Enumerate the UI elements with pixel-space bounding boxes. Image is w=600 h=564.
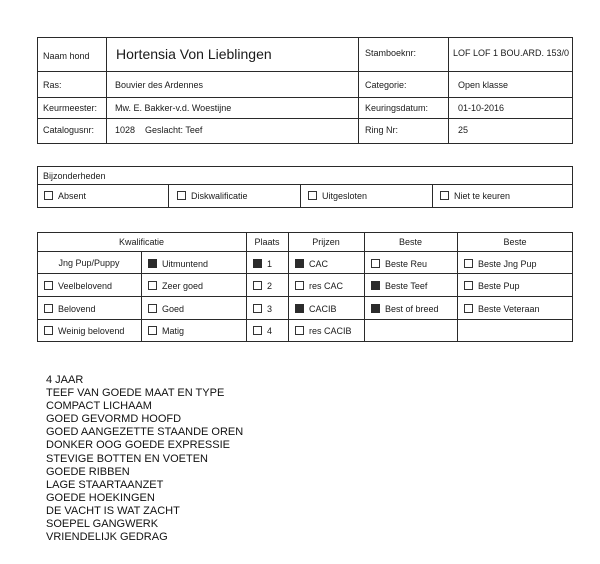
stamboek-value: LOF LOF 1 BOU.ARD. 153/0 (453, 49, 570, 58)
niet-te-keuren-checkbox[interactable]: Niet te keuren (440, 191, 510, 201)
geslacht-text: Geslacht: Teef (145, 125, 203, 135)
divider (168, 184, 169, 208)
ras-label: Ras: (43, 80, 62, 90)
checkbox[interactable] (253, 304, 262, 313)
divider (37, 97, 573, 98)
goed-checkbox[interactable]: Goed (148, 304, 184, 314)
checkbox-checked[interactable] (371, 281, 380, 290)
checkbox[interactable] (440, 191, 449, 200)
checkbox-checked[interactable] (295, 304, 304, 313)
plaats-1-checkbox[interactable]: 1 (253, 259, 272, 269)
res-cacib-checkbox[interactable]: res CACIB (295, 326, 352, 336)
checkbox[interactable] (148, 304, 157, 313)
ring-label: Ring Nr: (365, 125, 399, 135)
checkbox[interactable] (464, 259, 473, 268)
jng-pup-label: Jng Pup/Puppy (58, 258, 120, 268)
divider (37, 118, 573, 119)
divider (358, 37, 359, 144)
header-kwalificatie: Kwalificatie (118, 237, 165, 247)
keurmeester-value: Mw. E. Bakker-v.d. Woestijne (115, 103, 232, 113)
note-line: GOEDE RIBBEN (46, 465, 130, 478)
note-line: DE VACHT IS WAT ZACHT (46, 504, 180, 517)
absent-checkbox[interactable]: Absent (44, 191, 86, 201)
checkbox[interactable] (464, 281, 473, 290)
beste-teef-checkbox[interactable]: Beste Teef (371, 281, 427, 291)
dog-name-label: Naam hond (43, 51, 90, 61)
note-line: GOED AANGEZETTE STAANDE OREN (46, 426, 244, 439)
bijzonderheden-section (37, 166, 573, 208)
divider (141, 251, 142, 342)
checkbox-checked[interactable] (253, 259, 262, 268)
note-line: TEEF VAN GOEDE MAAT EN TYPE (46, 387, 225, 400)
stamboek-label: Stamboeknr: (365, 48, 417, 58)
divider (37, 319, 573, 320)
note-line: SOEPEL GANGWERK (46, 518, 159, 531)
checkbox[interactable] (253, 281, 262, 290)
divider (288, 232, 289, 342)
plaats-2-checkbox[interactable]: 2 (253, 281, 272, 291)
header-plaats: Plaats (254, 237, 280, 247)
categorie-label: Categorie: (365, 80, 407, 90)
beste-jng-pup-checkbox[interactable]: Beste Jng Pup (464, 259, 537, 269)
plaats-3-checkbox[interactable]: 3 (253, 304, 272, 314)
header-beste: Beste (503, 237, 527, 247)
divider (37, 273, 573, 274)
checkbox[interactable] (44, 304, 53, 313)
divider (37, 71, 573, 72)
checkbox[interactable] (44, 281, 53, 290)
checkbox[interactable] (308, 191, 317, 200)
categorie-value: Open klasse (458, 80, 509, 90)
note-line: GOED GEVORMD HOOFD (46, 413, 182, 426)
ring-value: 25 (458, 125, 469, 135)
checkbox[interactable] (148, 326, 157, 335)
res-cac-checkbox[interactable]: res CAC (295, 281, 343, 291)
belovend-checkbox[interactable]: Belovend (44, 304, 96, 314)
divider (37, 296, 573, 297)
note-line: COMPACT LICHAAM (46, 400, 152, 413)
catalogus-value: 1028 (115, 125, 136, 135)
checkbox-checked[interactable] (148, 259, 157, 268)
checkbox[interactable] (44, 326, 53, 335)
uitgesloten-checkbox[interactable]: Uitgesloten (308, 191, 367, 201)
uitmuntend-checkbox[interactable]: Uitmuntend (148, 259, 208, 269)
beste-pup-checkbox[interactable]: Beste Pup (464, 281, 520, 291)
checkbox[interactable] (295, 281, 304, 290)
checkbox[interactable] (253, 326, 262, 335)
header-prijzen: Prijzen (312, 237, 340, 247)
divider (37, 251, 573, 252)
divider (37, 184, 573, 185)
divider (432, 184, 433, 208)
checkbox[interactable] (177, 191, 186, 200)
cacib-checkbox[interactable]: CACIB (295, 304, 337, 314)
note-line: DONKER OOG GOEDE EXPRESSIE (46, 439, 230, 452)
divider (300, 184, 301, 208)
judge-notes (46, 374, 243, 544)
bijzonderheden-title: Bijzonderheden (43, 171, 106, 181)
note-line: 4 JAAR (46, 374, 84, 386)
matig-checkbox[interactable]: Matig (148, 326, 184, 336)
catalogus-label: Catalogusnr: (43, 125, 95, 135)
checkbox-checked[interactable] (295, 259, 304, 268)
note-line: VRIENDELIJK GEDRAG (46, 531, 168, 544)
checkbox-checked[interactable] (371, 304, 380, 313)
divider (457, 232, 458, 342)
note-line: LAGE STAARTAANZET (46, 478, 164, 491)
zeer-goed-checkbox[interactable]: Zeer goed (148, 281, 203, 291)
keuringsdatum-value: 01-10-2016 (458, 103, 505, 113)
keurmeester-label: Keurmeester: (43, 103, 98, 113)
divider (448, 37, 449, 144)
checkbox[interactable] (295, 326, 304, 335)
checkbox[interactable] (148, 281, 157, 290)
veelbelovend-checkbox[interactable]: Veelbelovend (44, 281, 112, 291)
note-line: STEVIGE BOTTEN EN VOETEN (46, 452, 208, 465)
divider (246, 232, 247, 342)
checkbox[interactable] (371, 259, 380, 268)
header-beste: Beste (398, 237, 422, 247)
weinig-belovend-checkbox[interactable]: Weinig belovend (44, 326, 124, 336)
ras-value: Bouvier des Ardennes (115, 80, 204, 90)
dog-name: Hortensia Von Lieblingen (116, 46, 272, 62)
divider (106, 37, 107, 144)
keuringsdatum-label: Keuringsdatum: (365, 103, 429, 113)
best-of-breed-checkbox[interactable]: Best of breed (371, 304, 439, 314)
diskwalificatie-checkbox[interactable]: Diskwalificatie (177, 191, 248, 201)
checkbox[interactable] (464, 304, 473, 313)
note-line: GOEDE HOEKINGEN (46, 491, 155, 504)
plaats-4-checkbox[interactable]: 4 (253, 326, 272, 336)
beste-veteraan-checkbox[interactable]: Beste Veteraan (464, 304, 540, 314)
checkbox[interactable] (44, 191, 53, 200)
cac-checkbox[interactable]: CAC (295, 259, 328, 269)
divider (364, 232, 365, 342)
beste-reu-checkbox[interactable]: Beste Reu (371, 259, 427, 269)
